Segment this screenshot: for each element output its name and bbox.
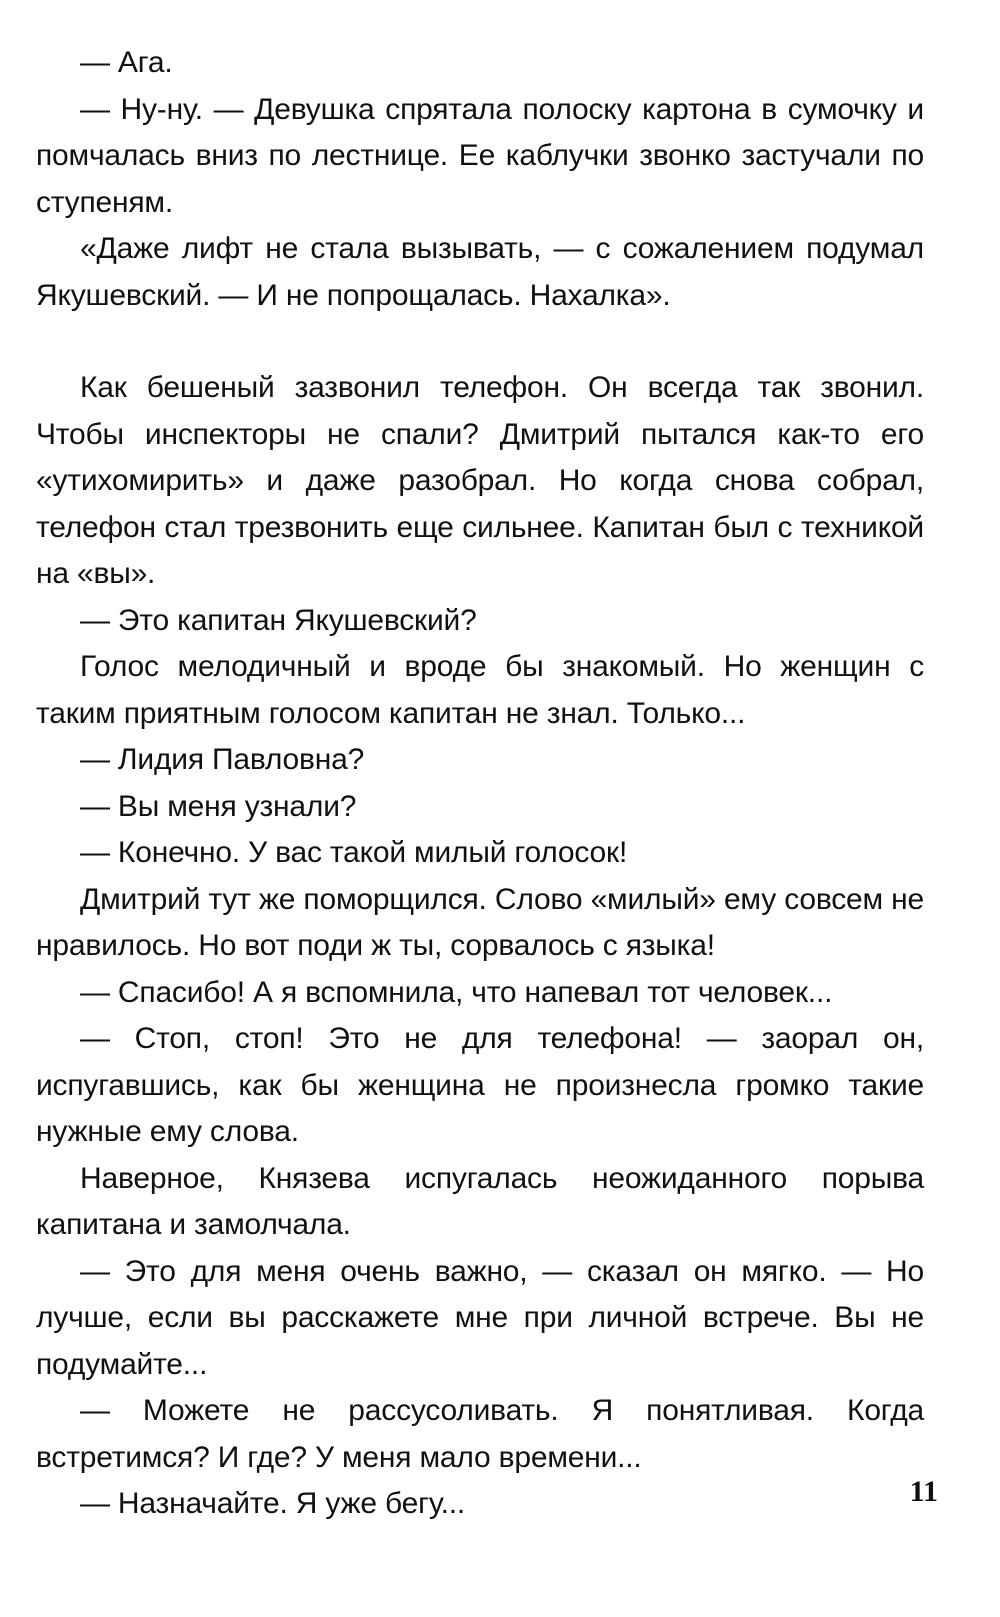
paragraph: — Стоп, стоп! Это не для телефона! — заорал он, испугавшись, как бы женщина не произнесла громко такие нужные ему слова. [36,1022,924,1148]
paragraph: — Назначайте. Я уже бегу... [80,1487,466,1520]
paragraph: — Вы меня узнали? [80,789,357,823]
paragraph: Наверное, Князева испугалась неожиданного порыва капитана и замолчала. [36,1161,924,1241]
page-text [36,40,924,1528]
paragraph: «Даже лифт не стала вызывать, — с сожалением подумал Якушевский. — И не попрощалась. Нахалка». [36,232,924,312]
page-number: 11 [909,1475,938,1508]
paragraph: — Можете не рассусоливать. Я понятливая. Когда встретимся? И где? У меня мало времени... [36,1394,924,1474]
paragraph: — Это капитан Якушевский? [80,603,477,637]
paragraph: — Конечно. У вас такой милый голосок! [80,836,628,869]
paragraph: — Лидия Павловна? [80,743,365,776]
paragraph: — Это для меня очень важно, — сказал он мягко. — Но лучше, если вы расскажете мне при личной встрече. Вы не подумайте... [36,1254,924,1381]
paragraph: — Спасибо! А я вспомнила, что напевал тот человек... [80,975,833,1009]
paragraph: Голос мелодичный и вроде бы знакомый. Но женщин с таким приятным голосом капитан не знал. Только... [36,650,924,730]
paragraph: Как бешеный зазвонил телефон. Он всегда так звонил. Чтобы инспекторы не спали? Дмитрий пытался как-то его «утихомирить» и даже разобрал. Но когда снова собрал, телефон стал трезвонить еще сильнее. Капитан был с техникой на «вы». [36,371,924,590]
paragraph: Дмитрий тут же поморщился. Слово «милый» ему совсем не нравилось. Но вот поди ж ты, сорвалось с языка! [36,882,924,962]
section-break [36,319,924,365]
paragraph: — Ну-ну. — Девушка спрятала полоску картона в сумочку и помчалась вниз по лестнице. Ее каблучки звонко застучали по ступеням. [36,92,924,219]
paragraph: — Ага. [80,46,173,79]
